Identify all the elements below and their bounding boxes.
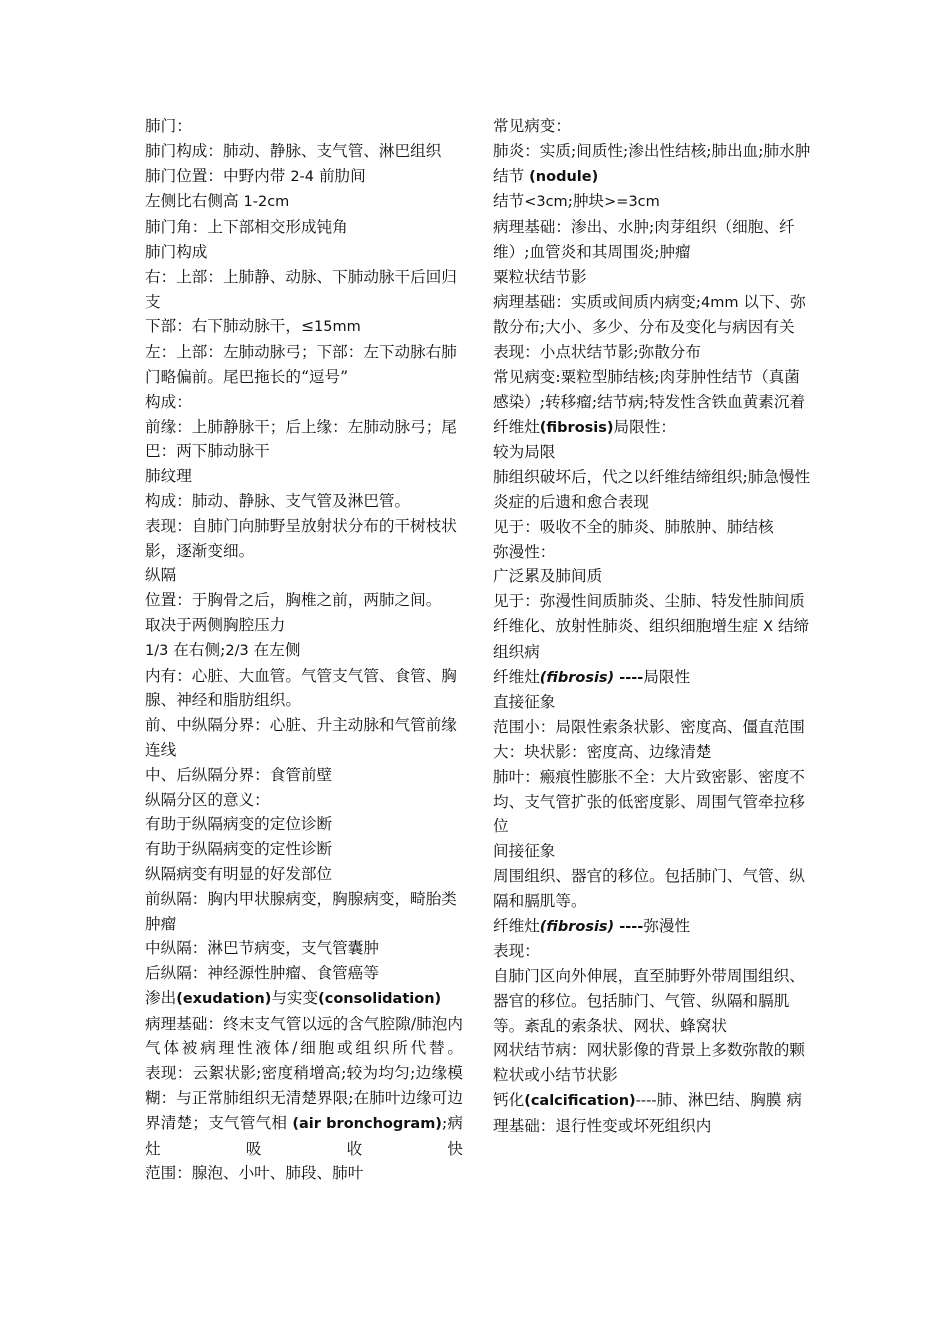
text-segment: 病理基础：渗出、水肿;肉芽组织（细胞、纤维）;血管炎和其周围炎;肿瘤 [493,218,795,261]
text-segment: 表现：自肺门向肺野呈放射状分布的干树枝状影，逐渐变细。 [145,516,457,560]
left-column [145,114,463,1186]
text-segment: 纵隔 [145,566,177,585]
right-paragraph [493,164,815,190]
text-segment: <3cm [524,194,568,211]
left-paragraph [145,489,463,514]
text-segment: 在右侧; [168,640,226,659]
text-segment: 纤维灶 [493,417,540,436]
text-segment: 前、中纵隔分界：心脏、升主动脉和气管前缘连线 [145,716,457,759]
text-segment: 结节 [493,192,525,211]
right-paragraph [493,114,815,139]
right-paragraph [493,839,815,864]
left-paragraph [145,340,463,390]
text-segment: 病理基础：终末支气管以远的含气腔隙/肺泡内气体被病理性液体/细胞或组织所代替。 [145,1014,463,1058]
left-paragraph [145,837,463,862]
right-paragraph [493,589,815,664]
text-segment: 下部：右下肺动脉干，≤ [145,317,315,336]
right-column [493,114,815,1139]
text-segment: 弥漫性： [493,542,556,561]
left-paragraph [145,189,463,215]
text-segment: 2/3 [225,642,249,659]
left-paragraph [145,638,463,664]
left-paragraph [145,986,463,1012]
right-paragraph [493,340,815,365]
right-paragraph [493,365,815,415]
text-segment: (exudation) [176,990,272,1007]
left-paragraph [145,514,463,564]
text-segment: 左：上部：左肺动脉弓；下部：左下动脉右肺门略偏前。尾巴拖长的“逗号” [145,343,457,386]
text-segment: 肺门位置：中野内带 [145,166,291,185]
left-paragraph [145,588,463,613]
right-paragraph [493,715,815,765]
text-segment: (fibrosis) [539,918,615,935]
left-paragraph [145,314,463,340]
left-paragraph [145,114,463,139]
text-segment: >=3cm [604,194,660,211]
right-paragraph [493,465,815,515]
text-segment: 表现： [493,942,540,961]
text-segment: 局限性 [643,667,691,686]
text-segment: 范围：腺泡、小叶、肺段、肺叶 [145,1164,364,1183]
text-segment: 位置：于胸骨之后，胸椎之前，两肺之间。 [145,591,442,610]
text-segment: 粟粒状结节影 [493,267,587,286]
left-paragraph [145,215,463,240]
right-paragraph [493,189,815,215]
text-segment: 后纵隔：神经源性肿瘤、食管癌等 [145,964,379,983]
text-segment: 以下、弥散分布;大小、多少、分布及变化与病因有关 [493,292,806,337]
text-segment: 中、后纵隔分界：食管前壁 [145,765,333,784]
left-paragraph [145,390,463,415]
left-paragraph [145,664,463,714]
text-segment: X [763,618,773,635]
right-paragraph [493,540,815,565]
left-paragraph [145,862,463,887]
text-segment: 纵隔分区的意义： [145,790,270,809]
right-paragraph [493,1038,815,1088]
left-paragraph [145,788,463,813]
text-segment: 结节 [493,166,530,185]
left-paragraph [145,139,463,164]
left-paragraph [145,164,463,190]
text-segment: ---- [635,1093,657,1110]
text-segment: 构成： [145,392,192,411]
text-segment: 见于：吸收不全的肺炎、肺脓肿、肺结核 [493,517,774,536]
text-segment: 见于：弥漫性间质肺炎、尘肺、特发性肺间质纤维化、放射性肺炎、组织细胞增生症 [493,592,805,635]
right-paragraph [493,290,815,341]
right-paragraph [493,914,815,940]
left-paragraph [145,1012,463,1062]
right-paragraph [493,139,815,164]
text-segment: 直接征象 [493,693,556,712]
text-segment: 前纵隔：胸内甲状腺病变，胸腺病变，畸胎类肿瘤 [145,889,457,933]
left-paragraph [145,713,463,763]
text-segment: 自肺门区向外伸展，直至肺野外带周围组织、器官的移位。包括肺门、气管、纵隔和膈肌等。紊乱的索条状、网状、蜂窝状 [493,967,805,1035]
right-paragraph [493,515,815,540]
text-segment: 左侧比右侧高 [145,192,244,211]
text-segment: 钙化 [493,1091,525,1110]
text-segment: 表现：小点状结节影;弥散分布 [493,343,701,362]
left-paragraph [145,415,463,465]
text-segment: ---- [614,918,644,935]
text-segment: 较为局限 [493,443,556,462]
text-segment: 纵隔病变有明显的好发部位 [145,864,333,883]
text-segment: 与实变 [271,988,319,1007]
text-segment: (nodule) [529,168,599,185]
text-segment: 有助于纵隔病变的定位诊断 [145,815,333,834]
text-segment: 15mm [314,319,361,336]
text-segment: 前肋间 [314,166,366,185]
right-paragraph [493,939,815,964]
left-paragraph [145,812,463,837]
text-segment: 渗出 [145,988,177,1007]
text-segment: 广泛累及肺间质 [493,567,603,586]
text-segment: 1-2cm [243,194,290,211]
text-segment: 肺、淋巴结、胸膜 病理基础：退行性变或坏死组织内 [493,1091,802,1135]
right-paragraph [493,415,815,441]
text-segment: 肺炎：实质;间质性;渗出性结核;肺出血;肺水肿 [493,141,811,160]
right-paragraph [493,440,815,465]
text-segment: 弥漫性 [643,916,691,935]
text-segment: 1/3 [145,642,169,659]
text-segment: (calcification) [524,1093,636,1110]
text-segment: 在左侧 [248,640,301,659]
text-segment: (consolidation) [318,990,442,1007]
text-segment: 肺组织破坏后，代之以纤维结缔组织;肺急慢性炎症的后遗和愈合表现 [493,468,811,511]
text-segment: 表现：云絮状影;密度稍增高;较为均匀;边缘模糊：与正常肺组织无清楚界限;在肺叶边缘可边界清楚；支气管气相 [145,1064,463,1132]
text-segment: 病理基础：实质或间质内病变; [493,292,701,311]
text-segment: 构成：肺动、静脉、支气管及淋巴管。 [145,491,411,510]
text-segment: 常见病变:粟粒型肺结核;肉芽肿性结节（真菌感染）;转移瘤;结节病;特发性含铁血黄素沉着 [493,367,806,411]
text-segment: (air bronchogram) [292,1115,442,1132]
text-segment: ;肿块 [567,192,605,211]
right-paragraph [493,964,815,1038]
left-paragraph [145,240,463,265]
text-segment: ;病灶吸收快 [145,1113,463,1158]
text-segment: ---- [614,669,644,686]
text-segment: 肺门构成：肺动、静脉、支气管、淋巴组织 [145,141,442,160]
text-segment: 网状结节病：网状影像的背景上多数弥散的颗粒状或小结节状影 [493,1041,805,1085]
right-paragraph [493,215,815,265]
text-segment: 前缘：上肺静脉干；后上缘：左肺动脉弓；尾巴：两下肺动脉干 [145,417,457,461]
text-segment: (fibrosis) [539,419,614,436]
text-segment: 常见病变： [493,117,571,135]
text-segment: 周围组织、器官的移位。包括肺门、气管、纵隔和膈肌等。 [493,866,805,910]
right-paragraph [493,265,815,290]
right-paragraph [493,765,815,839]
left-paragraph [145,936,463,961]
text-segment: 取决于两侧胸腔压力 [145,615,286,634]
left-paragraph [145,613,463,638]
left-paragraph [145,1061,463,1161]
left-paragraph [145,763,463,788]
left-paragraph [145,1161,463,1186]
text-segment: 中纵隔：淋巴节病变，支气管囊肿 [145,939,379,958]
right-paragraph [493,1088,815,1139]
text-segment: 有助于纵隔病变的定性诊断 [145,840,333,859]
text-segment: 肺门角：上下部相交形成钝角 [145,218,348,237]
text-segment: 局限性： [613,417,676,436]
left-paragraph [145,265,463,315]
right-paragraph [493,564,815,589]
text-segment: 肺门： [145,117,192,135]
left-paragraph [145,887,463,937]
text-segment: 肺门构成 [145,242,208,261]
right-paragraph [493,864,815,914]
left-paragraph [145,464,463,489]
text-segment: 肺纹理 [145,467,192,486]
text-segment: 结缔组织病 [493,616,810,661]
text-segment: 范围小：局限性索条状影、密度高、僵直范围大：块状影：密度高、边缘清楚 [493,718,805,761]
text-segment: (fibrosis) [539,669,615,686]
text-segment: 右：上部：上肺静、动脉、下肺动脉干后回归支 [145,267,457,311]
text-segment: 内有：心脏、大血管。气管支气管、食管、胸腺、神经和脂肪组织。 [145,666,457,710]
text-segment: 4mm [700,294,739,311]
left-paragraph [145,563,463,588]
text-segment: 2-4 [290,168,314,185]
right-paragraph [493,665,815,691]
right-paragraph [493,690,815,715]
text-segment: 肺叶：瘢痕性膨胀不全：大片致密影、密度不均、支气管扩张的低密度影、周围气管牵拉移位 [493,767,805,836]
left-paragraph [145,961,463,986]
text-segment: 间接征象 [493,842,556,861]
text-segment: 纤维灶 [493,916,540,935]
text-segment: 纤维灶 [493,667,540,686]
